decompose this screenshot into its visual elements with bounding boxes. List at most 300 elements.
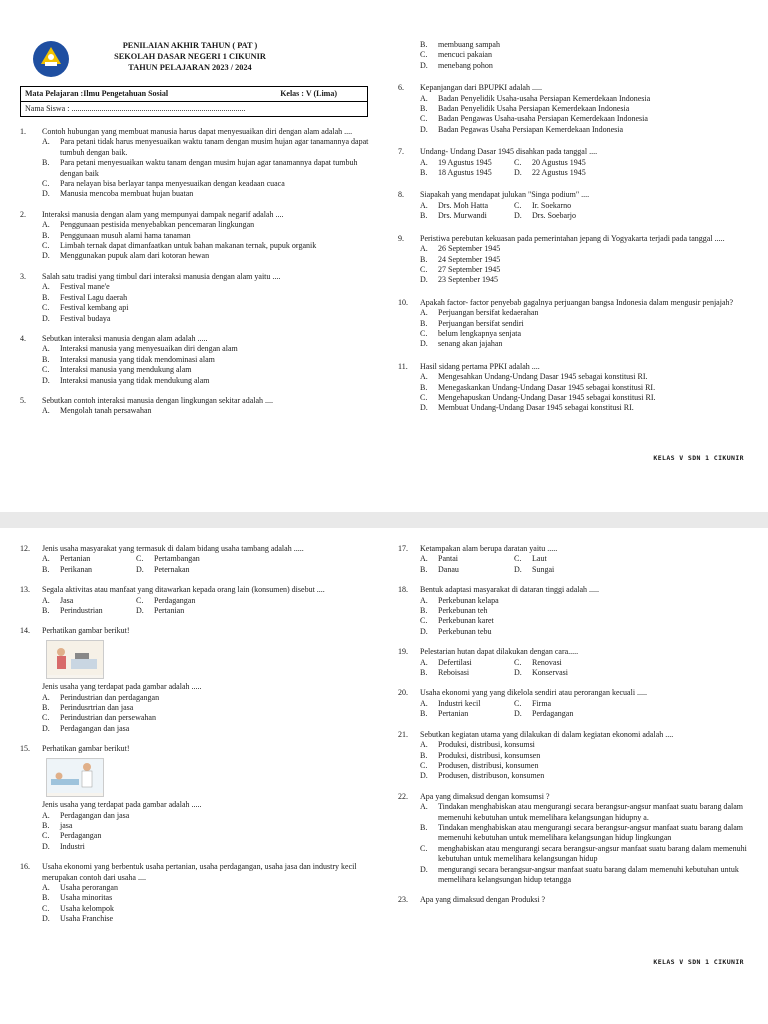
option-text: Reboisasi xyxy=(438,668,470,678)
answer-option xyxy=(20,282,370,292)
option-letter: B. xyxy=(420,168,428,178)
option-text: Drs. Murwandi xyxy=(438,211,487,221)
option-text: Penggunaan pestisida menyebabkan pencemaran lingkungan xyxy=(60,220,255,230)
question-number: 8. xyxy=(398,190,404,200)
question-line xyxy=(398,647,748,657)
question-text: Perhatikan gambar berikut! xyxy=(42,626,130,636)
option-text: Pertanian xyxy=(438,709,469,719)
question-line xyxy=(398,730,748,740)
option-text: Produsen, distribusi, konsumen xyxy=(438,760,539,770)
option-text: Konservasi xyxy=(532,668,568,678)
question-number: 16. xyxy=(20,862,30,872)
option-text: Menegaskankan Undang-Undang Dasar 1945 sebagai konstitusi RI. xyxy=(438,382,656,392)
option-letter: B. xyxy=(420,318,428,328)
school-year: TAHUN PELAJARAN 2023 / 2024 xyxy=(128,63,252,72)
answer-option xyxy=(20,904,370,914)
answer-option xyxy=(398,606,748,616)
question-item xyxy=(20,862,370,924)
answer-option xyxy=(20,693,370,703)
class-label: Kelas : V (Lima) xyxy=(280,88,337,98)
option-letter: C. xyxy=(42,713,50,723)
question-text: Jenis usaha masyarakat yang termasuk di dalam bidang usaha tambang adalah ..... xyxy=(42,544,304,553)
question-line xyxy=(398,544,748,554)
option-letter: C. xyxy=(420,50,428,60)
question-line xyxy=(20,544,370,554)
option-text: Perdagangan dan jasa xyxy=(60,723,130,733)
option-text: Badan Penyelidik Usaha Persiapan Kemerdekaan Indonesia xyxy=(438,104,630,114)
option-text: Para nelayan bisa berlayar tanpa menyesuaikan dengan keadaan cuaca xyxy=(60,179,285,189)
question-item xyxy=(20,334,370,386)
option-letter: A. xyxy=(42,406,50,416)
question-line xyxy=(398,362,748,372)
question-number: 17. xyxy=(398,544,408,553)
option-letter: B. xyxy=(42,703,50,713)
option-letter: B. xyxy=(42,292,50,302)
answer-option xyxy=(398,771,748,781)
answer-option xyxy=(398,761,748,771)
answer-option xyxy=(398,740,748,750)
page2-right-column xyxy=(398,544,748,906)
answer-option xyxy=(20,179,370,189)
option-letter: C. xyxy=(514,157,522,167)
option-letter: C. xyxy=(42,241,50,251)
answer-option xyxy=(20,914,370,924)
option-text: 27 September 1945 xyxy=(438,264,501,274)
option-text: Festival budaya xyxy=(60,313,111,323)
answer-option xyxy=(398,329,748,339)
answer-option xyxy=(398,403,748,413)
option-text: Sungai xyxy=(532,564,555,574)
option-text: Para petani tidak harus menyesuaikan waktu tanam dengan musim hujan agar tanamannya dapat tumbuh dengan baik. xyxy=(60,137,369,157)
answer-option xyxy=(20,406,370,416)
answer-option xyxy=(398,627,748,637)
option-letter: A. xyxy=(42,810,50,820)
option-text: Produksi, distribusi, konsumsi xyxy=(438,740,535,750)
question-number: 19. xyxy=(398,647,408,657)
option-text: Perikanan xyxy=(60,564,92,574)
answer-option-row xyxy=(398,658,748,668)
option-letter: B. xyxy=(420,104,428,114)
answer-option xyxy=(398,255,748,265)
option-letter: D. xyxy=(42,251,50,261)
option-letter: C. xyxy=(42,303,50,313)
option-letter: A. xyxy=(42,282,50,292)
option-letter: D. xyxy=(514,211,522,221)
question-text: Peristiwa perebutan kekuasan pada pemerintahan jepang di Yogyakarta terjadi pada tanggal ..... xyxy=(420,233,725,243)
option-text: Usaha perorangan xyxy=(60,882,118,892)
question-text: Interaksi manusia dengan alam yang mempunyai dampak negarif adalah .... xyxy=(42,209,284,219)
option-letter: A. xyxy=(420,554,428,564)
answer-option xyxy=(398,823,748,844)
option-text: Tindakan menghabiskan atau mengurangi secara berangsur-angsur manfaat suatu barang dalam memenuhi kebutuhan untuk memelihara kelangsungan hidup lingkungan xyxy=(438,822,743,843)
option-letter: D. xyxy=(42,914,50,924)
option-text: 22 Agustus 1945 xyxy=(532,168,586,178)
option-letter: D. xyxy=(42,313,50,323)
answer-option xyxy=(20,831,370,841)
question-item xyxy=(398,895,748,905)
question-text: Pelestarian hutan dapat dilakukan dengan cara..... xyxy=(420,647,579,657)
question-item xyxy=(398,585,748,637)
question-line xyxy=(398,190,748,200)
option-text: Interaksi manusia yang mendukung alam xyxy=(60,365,192,375)
answer-option-row xyxy=(398,211,748,221)
question-item xyxy=(20,585,370,616)
option-letter: A. xyxy=(42,692,50,702)
tut-wuri-handayani-icon xyxy=(32,40,70,78)
answer-option xyxy=(398,40,748,50)
question-text: Usaha ekonomi yang berbentuk usaha pertanian, usaha perdagangan, usaha jasa dan industry kecil merupakan contoh dari usaha .... xyxy=(42,862,357,882)
option-letter: C. xyxy=(514,554,522,564)
question-subtext xyxy=(20,800,370,810)
subject-label: Mata Pelajaran :Ilmu Pengetahuan Sosial xyxy=(25,88,169,98)
option-text: Interaksi manusia yang tidak mendukung alam xyxy=(60,375,210,385)
answer-option-row xyxy=(398,668,748,678)
option-letter: C. xyxy=(42,365,50,375)
answer-option xyxy=(398,372,748,382)
question-item xyxy=(398,234,748,286)
answer-option xyxy=(20,231,370,241)
question-line xyxy=(398,147,748,157)
option-text: Mengesahkan Undang-Undang Dasar 1945 sebagai konstitusi RI. xyxy=(438,372,648,382)
question-item xyxy=(398,544,748,575)
option-text: Produksi, distribusi, konsumsen xyxy=(438,750,541,760)
page2-left-column xyxy=(20,544,370,925)
question-text: Perhatikan gambar berikut! xyxy=(42,744,130,754)
student-name-field: Nama Siswa : ....................................................................................... xyxy=(25,103,246,113)
question-number: 21. xyxy=(398,729,408,739)
option-letter: B. xyxy=(420,382,428,392)
option-letter: D. xyxy=(420,275,428,285)
question-line xyxy=(20,334,370,344)
question-number: 12. xyxy=(20,544,30,553)
answer-option xyxy=(398,865,748,886)
answer-option-row xyxy=(398,168,748,178)
option-text: Perdagangan xyxy=(154,595,196,605)
answer-option xyxy=(20,241,370,251)
answer-option xyxy=(398,244,748,254)
option-text: Interaksi manusia yang menyesuaikan diri dengan alam xyxy=(60,344,238,354)
page2-footer: KELAS V SDN 1 CIKUNIR xyxy=(653,958,744,966)
question-line xyxy=(398,298,748,308)
question-text: Sebutkan interaksi manusia dengan alam adalah ..... xyxy=(42,333,208,343)
option-text: Mengolah tanah persawahan xyxy=(60,406,152,416)
question-line xyxy=(398,688,748,698)
option-letter: A. xyxy=(42,554,50,564)
question-line xyxy=(398,792,748,802)
option-letter: A. xyxy=(420,657,428,667)
option-letter: A. xyxy=(42,882,50,892)
option-text: Danau xyxy=(438,564,459,574)
answer-option xyxy=(20,355,370,365)
answer-option xyxy=(20,189,370,199)
option-text: Laut xyxy=(532,554,547,564)
question-item xyxy=(398,688,748,719)
option-text: jasa xyxy=(60,820,73,830)
option-letter: D. xyxy=(514,564,522,574)
option-letter: B. xyxy=(420,40,428,49)
school-name: SEKOLAH DASAR NEGERI 1 CIKUNIR xyxy=(114,52,266,61)
option-letter: C. xyxy=(514,698,522,708)
option-letter: C. xyxy=(136,595,144,605)
option-text: Perindustrian dan perdagangan xyxy=(60,692,160,702)
option-letter: B. xyxy=(42,354,50,364)
question-item xyxy=(20,127,370,200)
option-letter: C. xyxy=(42,903,50,913)
option-text: Perindustrian xyxy=(60,606,103,616)
option-text: 19 Agustus 1945 xyxy=(438,157,492,167)
question-line xyxy=(20,272,370,282)
option-text: mengurangi secara berangsur-angsur manfaat suatu barang dalam memenuhi kebutuhan untuk memelihara kelangsungan hidup tetangga xyxy=(438,864,739,884)
option-text: Mengehapuskan Undang-Undang Dasar 1945 sebagai konstitusi RI. xyxy=(438,392,656,402)
question-line xyxy=(398,83,748,93)
question-subtext xyxy=(20,682,370,692)
answer-option-row xyxy=(398,158,748,168)
option-letter: C. xyxy=(420,114,428,124)
question-item xyxy=(398,298,748,350)
option-letter: A. xyxy=(420,244,428,254)
answer-option xyxy=(398,50,748,60)
question-number: 13. xyxy=(20,585,30,595)
option-letter: A. xyxy=(420,93,428,103)
option-letter: A. xyxy=(420,698,428,708)
answer-option xyxy=(398,125,748,135)
option-text: Limbah ternak dapat dimanfaatkan untuk bahan makanan ternak, pupuk organik xyxy=(60,241,317,251)
option-text: Usaha kelompok xyxy=(60,903,114,913)
question-text: Segala aktivitas atau manfaat yang ditawarkan kepada orang lain (konsumen) disebut .... xyxy=(42,585,325,595)
option-text: Usaha minoritas xyxy=(60,893,113,903)
option-text: 23 Septenber 1945 xyxy=(438,275,498,285)
answer-option-row xyxy=(20,554,370,564)
option-text: Festival kembang api xyxy=(60,303,129,313)
question-text: Salah satu tradisi yang timbul dari interaksi manusia dengan alam yaitu .... xyxy=(42,271,281,281)
option-text: Renovasi xyxy=(532,657,562,667)
option-text: 20 Agustus 1945 xyxy=(532,157,586,167)
answer-option xyxy=(20,713,370,723)
option-text: Badan Penyelidik Usaha-usaha Persiapan Kemerdekaan Indonesia xyxy=(438,93,651,103)
question-number: 15. xyxy=(20,744,30,754)
option-letter: D. xyxy=(420,124,428,134)
answer-option xyxy=(20,376,370,386)
answer-option xyxy=(398,393,748,403)
answer-option xyxy=(398,104,748,114)
question-item xyxy=(20,210,370,262)
option-text: Perdagangan dan jasa xyxy=(60,810,130,820)
answer-option xyxy=(398,339,748,349)
option-text: Usaha Franchise xyxy=(60,914,114,924)
question-text: Undang- Undang Dasar 1945 disahkan pada tanggal .... xyxy=(420,147,598,157)
page1-left-column xyxy=(20,127,370,417)
option-text: membuang sampah xyxy=(438,40,500,49)
answer-option xyxy=(20,137,370,158)
answer-option-row xyxy=(20,606,370,616)
question-item xyxy=(398,362,748,414)
question-line xyxy=(20,862,370,883)
option-letter: B. xyxy=(420,822,428,832)
question-item xyxy=(398,190,748,221)
question-line xyxy=(20,210,370,220)
option-text: Perdagangan xyxy=(532,709,574,719)
option-letter: B. xyxy=(420,750,428,760)
answer-option-row xyxy=(398,554,748,564)
question-number: 18. xyxy=(398,585,408,595)
answer-option xyxy=(20,811,370,821)
option-letter: C. xyxy=(420,843,428,853)
question-number: 20. xyxy=(398,688,408,698)
option-letter: D. xyxy=(420,864,428,874)
question-text: Bentuk adaptasi masyarakat di dataran tinggi adalah ..... xyxy=(420,585,600,595)
question-item xyxy=(398,730,748,782)
tailor-illustration-icon xyxy=(47,641,103,675)
option-text: Perkebunan tebu xyxy=(438,626,492,636)
option-text: Peternakan xyxy=(154,564,190,574)
question-item xyxy=(20,544,370,575)
exam-title: PENILAIAN AKHIR TAHUN ( PAT ) xyxy=(122,41,258,50)
option-letter: A. xyxy=(420,802,428,812)
answer-option xyxy=(20,314,370,324)
option-letter: B. xyxy=(420,211,428,221)
option-letter: D. xyxy=(42,841,50,851)
option-letter: C. xyxy=(420,328,428,338)
option-letter: A. xyxy=(420,595,428,605)
question-number: 3. xyxy=(20,271,26,281)
answer-option xyxy=(398,61,748,71)
answer-option-row xyxy=(398,201,748,211)
answer-option-row xyxy=(20,596,370,606)
question-line xyxy=(20,127,370,137)
question-text: Siapakah yang mendapat julukan "Singa podium" .... xyxy=(420,190,590,200)
answer-option-row xyxy=(20,565,370,575)
option-text: Manusia mencoba membuat hujan buatan xyxy=(60,189,194,199)
question-number: 23. xyxy=(398,895,408,905)
question-number: 14. xyxy=(20,626,30,636)
answer-option xyxy=(20,251,370,261)
question-text: Kepanjangan dari BPUPKI adalah ..... xyxy=(420,83,542,93)
option-letter: D. xyxy=(514,668,522,678)
question-text: Apa yang dimaksud dengan komsumsi ? xyxy=(420,791,550,801)
question-number: 1. xyxy=(20,127,26,136)
option-letter: C. xyxy=(42,831,50,841)
option-text: Festival Lagu daerah xyxy=(60,292,128,302)
option-letter: C. xyxy=(42,179,50,189)
page-separator xyxy=(0,512,768,528)
option-text: Defertilasi xyxy=(438,657,472,667)
student-info-box xyxy=(20,86,368,117)
answer-option xyxy=(20,883,370,893)
option-text: Perkebunan kelapa xyxy=(438,595,499,605)
option-letter: D. xyxy=(136,564,144,574)
question-number: 22. xyxy=(398,791,408,801)
option-text: Badan Pegawas Usaha Persiapan Kemerdekaan Indonesia xyxy=(438,124,624,134)
option-text: Membuat Undang-Undang Dasar 1945 sebagai konstitusi RI. xyxy=(438,403,634,413)
answer-option xyxy=(20,893,370,903)
option-text: menebang pohon xyxy=(438,60,493,70)
option-letter: C. xyxy=(136,554,144,564)
option-text: 24 September 1945 xyxy=(438,254,501,264)
question-text: Usaha ekonomi yang yang dikelola sendiri atau perorangan kecuali ..... xyxy=(420,688,648,698)
option-letter: D. xyxy=(514,709,522,719)
option-text: Perjuangan bersifat sendiri xyxy=(438,318,524,328)
option-letter: D. xyxy=(420,60,428,70)
option-letter: A. xyxy=(420,308,428,318)
option-text: Jasa xyxy=(60,595,74,605)
question-line xyxy=(20,585,370,595)
option-letter: B. xyxy=(420,606,428,616)
answer-option-row xyxy=(398,709,748,719)
option-text: menghabiskan atau mengurangi secara berangsur-angsur manfaat suatu barang dalam memenuhi kebutuhan untuk memelihara kelangsungan hidup xyxy=(438,843,747,864)
question-number: 4. xyxy=(20,333,26,343)
question-number: 11. xyxy=(398,361,408,371)
option-text: Pertanian xyxy=(154,606,185,616)
option-text: Penggunaan musuh alami hama tanaman xyxy=(60,230,191,240)
question-prompt: Jenis usaha yang terdapat pada gambar adalah ..... xyxy=(42,800,202,810)
answer-option xyxy=(398,751,748,761)
option-text: Para petani menyesuaikan waktu tanam dengan musim hujan agar tanamannya dapat tumbuh dengan baik xyxy=(60,158,358,178)
option-text: mencuci pakaian xyxy=(438,50,492,60)
option-text: Menggunakan pupuk alam dari kotoran hewan xyxy=(60,251,210,261)
question-text: Apa yang dimaksud dengan Produksi ? xyxy=(420,895,546,905)
option-letter: B. xyxy=(420,709,428,719)
answer-option xyxy=(20,158,370,179)
answer-option xyxy=(398,383,748,393)
option-letter: C. xyxy=(514,657,522,667)
option-letter: B. xyxy=(42,158,50,168)
option-letter: A. xyxy=(420,157,428,167)
question-item xyxy=(20,396,370,417)
answer-option xyxy=(398,844,748,865)
option-text: Industri kecil xyxy=(438,698,481,708)
option-letter: A. xyxy=(42,137,50,147)
option-text: Ir. Soekarno xyxy=(532,200,572,210)
option-letter: D. xyxy=(420,771,428,781)
option-letter: D. xyxy=(420,339,428,349)
question-text: Sebutkan kegiatan utama yang dilakukan di dalam kegiatan ekonomi adalah .... xyxy=(420,729,674,739)
answer-option xyxy=(20,303,370,313)
school-logo xyxy=(32,40,70,81)
answer-option xyxy=(398,596,748,606)
option-text: Perkebunan teh xyxy=(438,606,488,616)
answer-option xyxy=(20,821,370,831)
option-letter: A. xyxy=(420,740,428,750)
answer-option xyxy=(20,842,370,852)
option-letter: B. xyxy=(42,564,50,574)
option-letter: D. xyxy=(420,626,428,636)
option-text: Drs. Moh Hatta xyxy=(438,200,488,210)
option-letter: B. xyxy=(42,820,50,830)
option-text: Perkebunan karet xyxy=(438,616,494,626)
option-letter: C. xyxy=(420,760,428,770)
answer-option xyxy=(398,265,748,275)
question-item xyxy=(20,744,370,852)
page1-right-column xyxy=(398,40,748,414)
answer-option xyxy=(20,344,370,354)
answer-option xyxy=(398,308,748,318)
option-letter: B. xyxy=(42,230,50,240)
answer-option xyxy=(20,365,370,375)
question-line xyxy=(20,744,370,754)
question-item xyxy=(20,626,370,734)
question-item xyxy=(398,83,748,135)
option-letter: C. xyxy=(420,392,428,402)
question-prompt: Jenis usaha yang terdapat pada gambar adalah ..... xyxy=(42,682,202,692)
option-letter: D. xyxy=(42,723,50,733)
option-letter: B. xyxy=(420,254,428,264)
option-letter: C. xyxy=(420,264,428,274)
option-letter: A. xyxy=(42,220,50,230)
answer-option xyxy=(398,802,748,823)
answer-option-row xyxy=(398,565,748,575)
option-text: belum lengkapnya senjata xyxy=(438,328,522,338)
option-text: Industri xyxy=(60,841,85,851)
